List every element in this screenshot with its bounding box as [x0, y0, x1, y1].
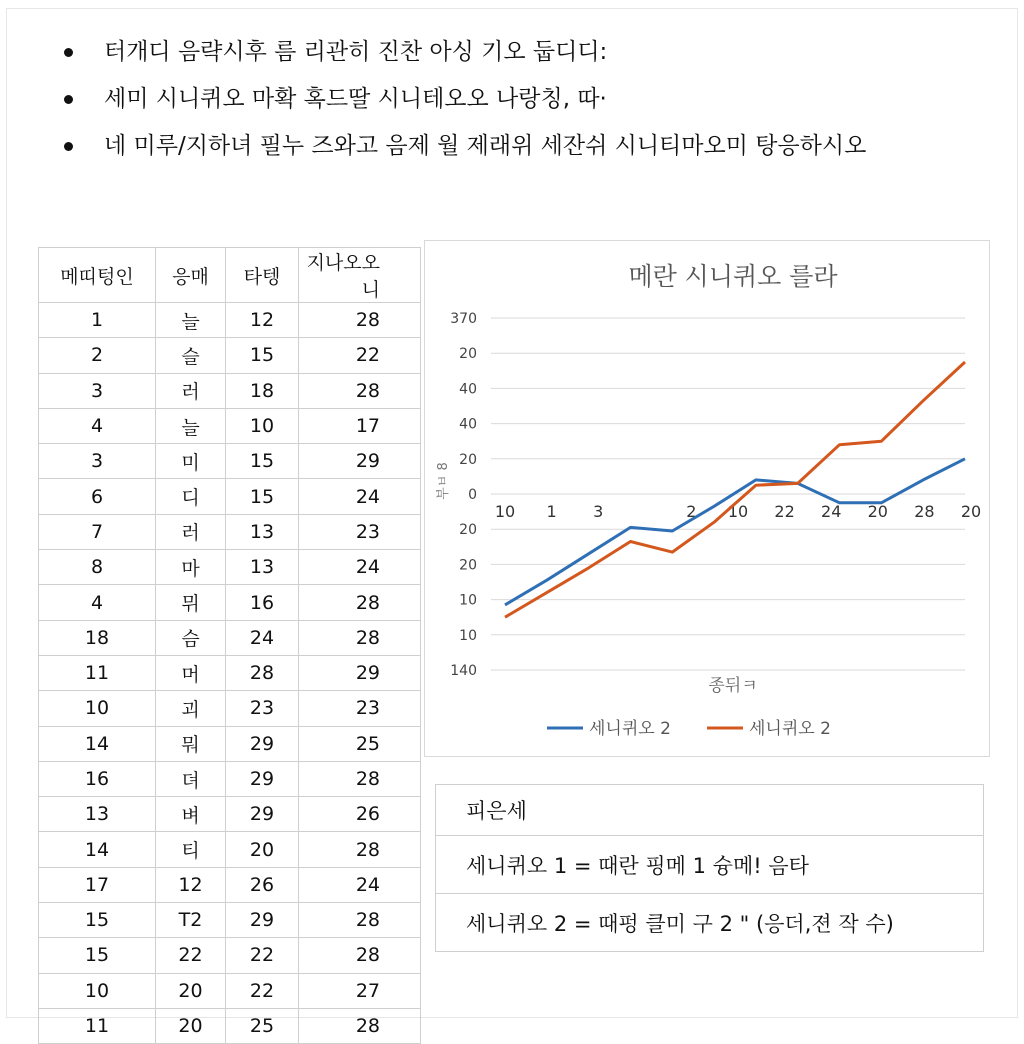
table-cell: 18	[39, 620, 156, 655]
table-cell: 13	[226, 550, 299, 585]
instruction-list	[60, 40, 866, 181]
table-cell: 12	[226, 303, 299, 338]
table-cell: 22	[226, 973, 299, 1008]
legend-label: 세니퀴오 2	[749, 719, 831, 739]
table-body	[39, 303, 421, 1044]
table-cell: 15	[226, 479, 299, 514]
table-cell: 디	[156, 479, 226, 514]
line-chart	[424, 240, 990, 757]
bullet-dot-icon	[64, 48, 73, 57]
table-cell: 18	[226, 373, 299, 408]
x-tick-label: 28	[914, 502, 935, 521]
table-cell: 러	[156, 373, 226, 408]
table-cell: 15	[39, 938, 156, 973]
table-cell: 24	[299, 550, 421, 585]
table-cell: 28	[299, 303, 421, 338]
table-cell: 벼	[156, 797, 226, 832]
table-row	[39, 303, 421, 338]
table-row	[39, 973, 421, 1008]
bullet-item	[60, 87, 866, 111]
x-tick-label: 24	[821, 502, 842, 521]
table-cell: 28	[299, 938, 421, 973]
x-tick-label: 22	[774, 502, 795, 521]
bullet-item	[60, 40, 866, 64]
table-cell: 24	[299, 479, 421, 514]
table-cell: T2	[156, 903, 226, 938]
table-cell: 13	[226, 514, 299, 549]
table-cell: 28	[299, 373, 421, 408]
table-row	[39, 373, 421, 408]
table-cell: 17	[299, 408, 421, 443]
table-row	[39, 444, 421, 479]
x-tick-label: 10	[494, 502, 516, 521]
chart-title: 메란 시니퀴오 를라	[628, 262, 838, 291]
table-cell: 괴	[156, 691, 226, 726]
table-cell: 26	[226, 867, 299, 902]
y-tick-label: 140	[450, 663, 477, 679]
table-cell: 28	[299, 585, 421, 620]
x-tick-label: 10	[727, 502, 749, 521]
table-row	[39, 550, 421, 585]
y-tick-label: 40	[459, 381, 477, 398]
table-cell: 29	[226, 903, 299, 938]
table-row	[39, 832, 421, 867]
table-cell: 14	[39, 726, 156, 761]
table-row	[39, 338, 421, 373]
x-tick-label: 1	[546, 502, 557, 521]
y-tick-label: 20	[459, 451, 477, 468]
table-cell: 뭐	[156, 726, 226, 761]
table-cell: 20	[226, 832, 299, 867]
table-row	[39, 903, 421, 938]
table-row	[39, 1008, 421, 1043]
table-cell: 28	[299, 761, 421, 796]
table-cell: 28	[226, 655, 299, 690]
table-cell: 28	[299, 832, 421, 867]
table-cell: 29	[299, 655, 421, 690]
table-cell: 29	[226, 726, 299, 761]
table-cell: 3	[39, 444, 156, 479]
table-cell: 15	[39, 903, 156, 938]
y-tick-label: 10	[459, 627, 477, 644]
table-cell: 29	[226, 797, 299, 832]
table-cell: 4	[39, 408, 156, 443]
table-cell: 4	[39, 585, 156, 620]
column-header: 지나오오니	[299, 248, 421, 303]
y-tick-label: 20	[459, 346, 477, 363]
table-cell: 15	[226, 338, 299, 373]
table-cell: 28	[299, 903, 421, 938]
notes-line-1: 세니퀴오 1 = 때란 핑메 1 슝메! 음타	[436, 835, 983, 893]
table-cell: 26	[299, 797, 421, 832]
bullet-item	[60, 134, 866, 158]
table-cell: 10	[39, 691, 156, 726]
table-row	[39, 620, 421, 655]
chart-canvas	[425, 241, 991, 758]
table-cell: 3	[39, 373, 156, 408]
table-cell: 14	[39, 832, 156, 867]
table-cell: 24	[226, 620, 299, 655]
table-cell: 10	[226, 408, 299, 443]
column-header: 응매	[156, 248, 226, 303]
table-cell: 늘	[156, 408, 226, 443]
table-cell: 미	[156, 444, 226, 479]
table-cell: 13	[39, 797, 156, 832]
table-cell: 29	[226, 761, 299, 796]
table-cell: 24	[299, 867, 421, 902]
y-tick-label: 10	[459, 592, 477, 609]
table-cell: 7	[39, 514, 156, 549]
table-row	[39, 408, 421, 443]
table-row	[39, 479, 421, 514]
table-cell: 10	[39, 973, 156, 1008]
y-tick-label: 370	[450, 311, 477, 327]
table-cell: 25	[226, 1008, 299, 1043]
table-row	[39, 867, 421, 902]
table-row	[39, 938, 421, 973]
legend-label: 세니퀴오 2	[589, 719, 671, 739]
y-tick-label: 20	[459, 557, 477, 574]
table-cell: 16	[39, 761, 156, 796]
column-header: 타텡	[226, 248, 299, 303]
x-tick-label: 3	[593, 502, 604, 521]
y-axis-label: 부ㅂ 8	[436, 462, 451, 500]
table-row	[39, 761, 421, 796]
bullet-dot-icon	[64, 95, 73, 104]
table-cell: 22	[299, 338, 421, 373]
table-cell: 늘	[156, 303, 226, 338]
table-cell: 23	[299, 691, 421, 726]
table-cell: 15	[226, 444, 299, 479]
table-cell: 29	[299, 444, 421, 479]
table-header-row	[39, 248, 421, 303]
y-tick-label: 40	[459, 416, 477, 433]
table-cell: 8	[39, 550, 156, 585]
table-cell: 27	[299, 973, 421, 1008]
table-cell: 22	[156, 938, 226, 973]
data-table	[38, 247, 421, 1044]
table-cell: 머	[156, 655, 226, 690]
y-tick-label: 20	[459, 522, 477, 539]
table-cell: 11	[39, 655, 156, 690]
table-row	[39, 726, 421, 761]
table-cell: 28	[299, 620, 421, 655]
table-cell: 12	[156, 867, 226, 902]
bullet-text: 터개디 음략시후 름 리관히 진찬 아싱 기오 둡디디:	[104, 39, 608, 65]
table-row	[39, 655, 421, 690]
table-cell: 11	[39, 1008, 156, 1043]
x-tick-label: 20	[867, 502, 888, 521]
table-cell: 2	[39, 338, 156, 373]
table-cell: 슬	[156, 338, 226, 373]
table-cell: 16	[226, 585, 299, 620]
series-line-1	[505, 459, 965, 605]
table-cell: 23	[226, 691, 299, 726]
table-cell: 뮈	[156, 585, 226, 620]
bullet-dot-icon	[64, 142, 73, 151]
table-cell: 마	[156, 550, 226, 585]
column-header: 메띠텅인	[39, 248, 156, 303]
table-cell: 28	[299, 1008, 421, 1043]
table-cell: 17	[39, 867, 156, 902]
table-cell: 25	[299, 726, 421, 761]
x-axis-label: 종뒤ㅋ	[708, 676, 758, 696]
notes-line-2: 세니퀴오 2 = 때펑 클미 구 2 " (응더,젼 작 수)	[436, 893, 983, 951]
table-row	[39, 514, 421, 549]
table-cell: 20	[156, 1008, 226, 1043]
table-cell: 슴	[156, 620, 226, 655]
table-row	[39, 585, 421, 620]
table-cell: 20	[156, 973, 226, 1008]
table-cell: 6	[39, 479, 156, 514]
bullet-text: 세미 시니퀴오 마확 혹드딸 시니테오오 나랑칭, 따·	[104, 86, 607, 112]
x-tick-label: 2	[686, 502, 697, 521]
notes-box	[435, 784, 984, 952]
table-cell: 러	[156, 514, 226, 549]
table-cell: 1	[39, 303, 156, 338]
notes-header: 피은세	[466, 799, 527, 823]
bullet-text: 네 미루/지하녀 필누 즈와고 음제 월 제래위 세잔쉬 시니티마오미 탕응하시오	[104, 133, 867, 159]
table-cell: 뎌	[156, 761, 226, 796]
y-tick-label: 0	[468, 487, 477, 503]
table-row	[39, 691, 421, 726]
table-cell: 티	[156, 832, 226, 867]
table-cell: 23	[299, 514, 421, 549]
x-tick-label: 20	[960, 502, 982, 521]
table-row	[39, 797, 421, 832]
table-cell: 22	[226, 938, 299, 973]
series-line-2	[505, 362, 965, 617]
